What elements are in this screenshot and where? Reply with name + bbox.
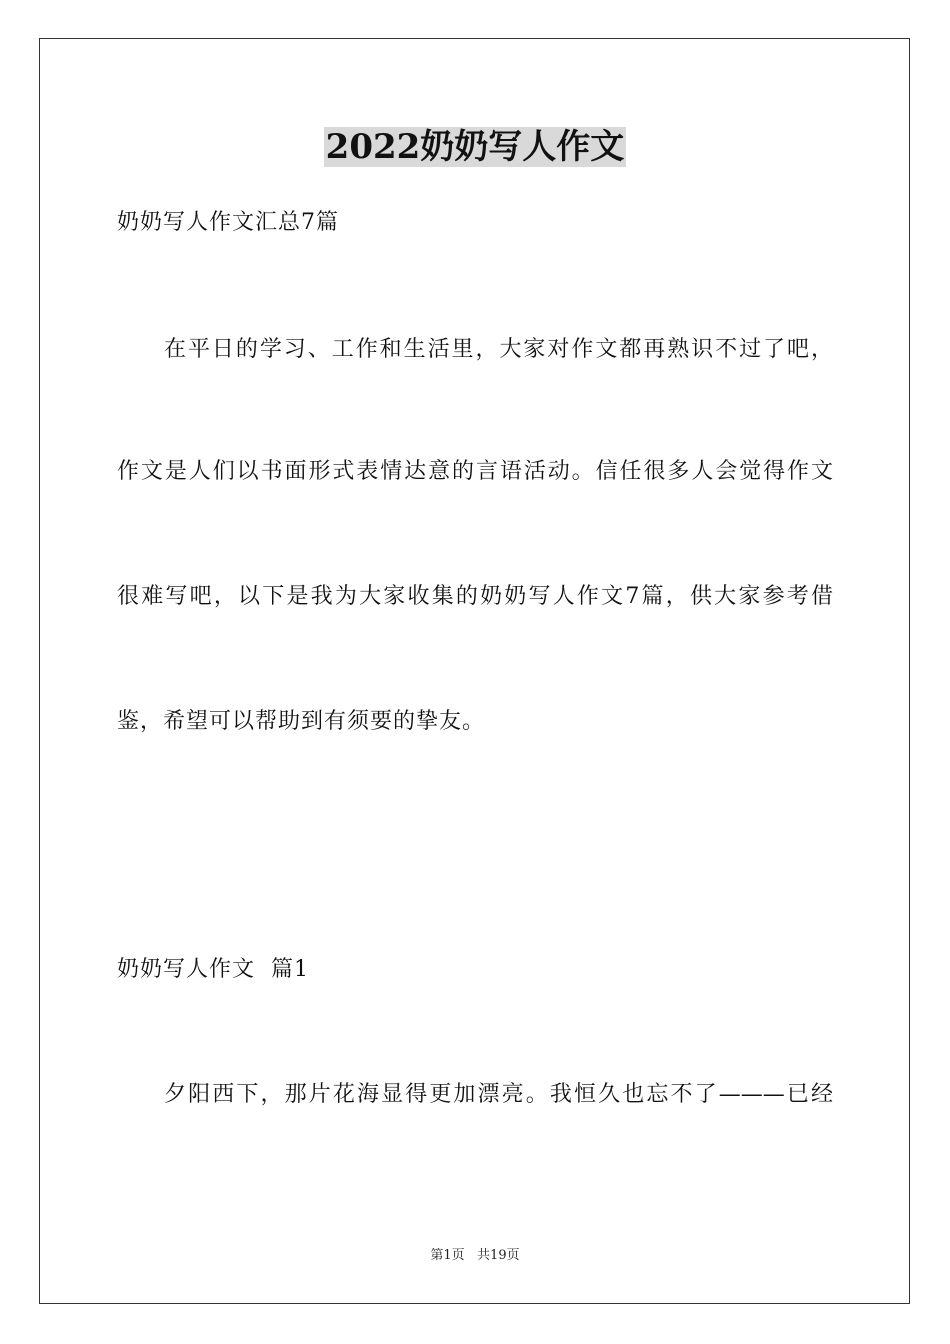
intro-line-3: 很难写吧，以下是我为大家收集的奶奶写人作文7篇，供大家参考借	[117, 584, 833, 609]
intro-line-4: 鉴，希望可以帮助到有须要的挚友。	[117, 709, 486, 734]
intro-line-2: 作文是人们以书面形式表情达意的言语活动。信任很多人会觉得作文	[117, 459, 833, 484]
document-title-text: 2022奶奶写人作文	[325, 127, 625, 167]
intro-line-1: 在平日的学习、工作和生活里，大家对作文都再熟识不过了吧，	[164, 337, 833, 362]
section-line-1: 夕阳西下，那片花海显得更加漂亮。我恒久也忘不了———已经	[164, 1082, 833, 1107]
document-subtitle: 奶奶写人作文汇总7篇	[117, 210, 339, 235]
page-footer: 第1页 共19页	[430, 1248, 520, 1263]
document-title	[0, 124, 950, 170]
section-heading: 奶奶写人作文 篇1	[117, 957, 309, 982]
